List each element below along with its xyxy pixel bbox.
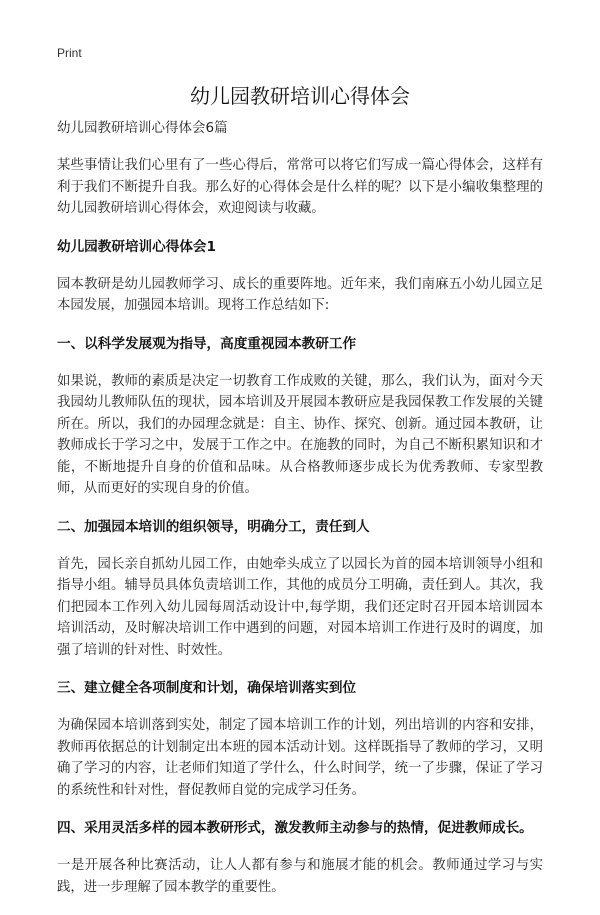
print-link[interactable]: Print (57, 46, 82, 60)
heading-4: 四、采用灵活多样的园本教研形式，激发教师主动参与的热情，促进教师成长。 (57, 820, 533, 836)
section-title: 幼儿园教研培训心得体会1 (57, 238, 216, 255)
intro-paragraph: 某些事情让我们心里有了一些心得后，常常可以将它们写成一篇心得体会，这样有利于我们不断提升自我。那么好的心得体会是什么样的呢？以下是小编收集整理的幼儿园教研培训心得体会，欢迎阅读与收藏。 (57, 158, 543, 216)
page-title: 幼儿园教研培训心得体会 (190, 84, 410, 108)
article-body (57, 118, 543, 915)
heading-1: 一、以科学发展观为指导，高度重视园本教研工作 (57, 335, 357, 352)
paragraph-4: 一是开展各种比赛活动，让人人都有参与和施展才能的机会。教师通过学习与实践，进一步理解了园本教学的重要性。 (57, 858, 543, 895)
article-subtitle: 幼儿园教研培训心得体会6篇 (57, 120, 228, 136)
paragraph-1: 如果说，教师的素质是决定一切教育工作成败的关键，那么，我们认为，面对今天我园幼儿教师队伍的现状，园本培训及开展园本教研应是我园保教工作发展的关键所在。所以，我们的办园理念就是：自主、协作、探究、创新。通过园本教研，让教师成长于学习之中，发展于工作之中。在施教的同时，为自己不断积累知识和才能，不断地提升自身的价值和品味。从合格教师逐步成长为优秀教师、专家型教师，从而更好的实现自身的价值。 (57, 373, 543, 496)
heading-3: 三、建立健全各项制度和计划，确保培训落实到位 (57, 680, 357, 696)
paragraph-3: 为确保园本培训落到实处，制定了园本培训工作的计划，列出培训的内容和安排，教师再依据总的计划制定出本班的园本活动计划。这样既指导了教师的学习，又明确了学习的内容，让老师们知道了学什么，什么时间学，统一了步骤，保证了学习的系统性和针对性，督促教师自觉的完成学习任务。 (57, 718, 543, 798)
section-intro-paragraph: 园本教研是幼儿园教师学习、成长的重要阵地。近年来，我们南麻五小幼儿园立足本园发展，加强园本培训。现将工作总结如下: (57, 276, 543, 313)
heading-2: 二、加强园本培训的组织领导，明确分工，责任到人 (57, 518, 370, 535)
paragraph-2: 首先，园长亲自抓幼儿园工作，由她牵头成立了以园长为首的园本培训领导小组和指导小组。辅导员具体负责培训工作，其他的成员分工明确，责任到人。其次，我们把园本工作列入幼儿园每周活动设计中,每学期，我们还定时召开园本培训园本培训活动，及时解决培训工作中遇到的问题，对园本培训工作进行及时的调度，加强了培训的针对性、时效性。 (57, 556, 543, 658)
